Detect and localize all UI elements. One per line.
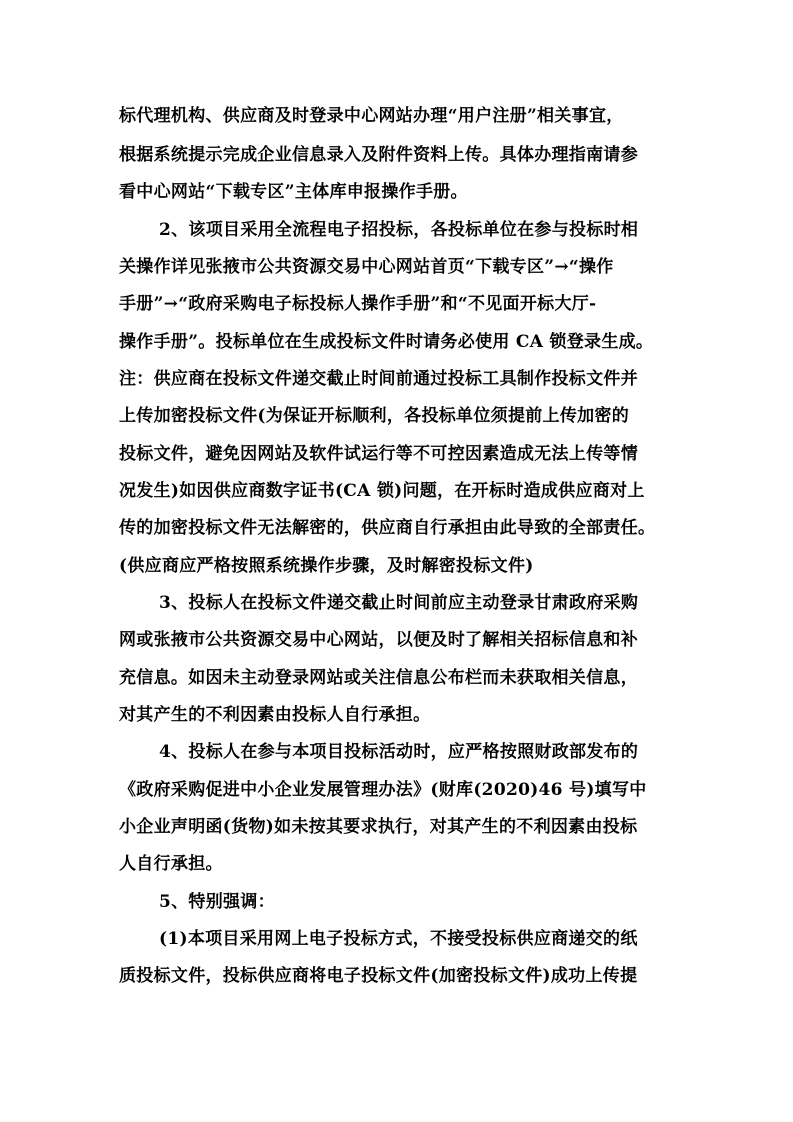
text-line-13: (供应商应严格按照系统操作步骤，及时解密投标文件) [119, 556, 534, 576]
text-line-23: (1)本项目采用网上电子投标方式，不接受投标供应商递交的纸 [159, 929, 638, 949]
text-line-15: 网或张掖市公共资源交易中心网站，以便及时了解相关招标信息和补 [119, 630, 638, 650]
text-line-9: 上传加密投标文件(为保证开标顺利，各投标单位须提前上传加密的 [119, 406, 630, 426]
text-line-21: 人自行承担。 [119, 854, 223, 874]
text-line-11: 况发生)如因供应商数字证书(CA 锁)问题，在开标时造成供应商对上 [119, 481, 645, 501]
text-line-4: 2、该项目采用全流程电子招投标，各投标单位在参与投标时相 [159, 220, 639, 240]
text-line-6: 手册”→“政府采购电子标投标人操作手册”和“不见面开标大厅- [119, 294, 597, 314]
text-line-18: 4、投标人在参与本项目投标活动时，应严格按照财政部发布的 [159, 742, 639, 762]
text-line-20: 小企业声明函(货物)如未按其要求执行，对其产生的不利因素由投标 [119, 817, 638, 837]
text-line-22: 5、特别强调： [159, 892, 275, 912]
text-line-3: 看中心网站“下载专区”主体库申报操作手册。 [119, 182, 468, 202]
text-line-17: 对其产生的不利因素由投标人自行承担。 [119, 705, 431, 725]
text-line-16: 充信息。如因未主动登录网站或关注信息公布栏而未获取相关信息， [119, 668, 638, 688]
text-line-14: 3、投标人在投标文件递交截止时间前应主动登录甘肃政府采购 [159, 593, 639, 613]
text-line-12: 传的加密投标文件无法解密的，供应商自行承担由此导致的全部责任。 [119, 518, 656, 538]
text-line-2: 根据系统提示完成企业信息录入及附件资料上传。具体办理指南请参 [119, 145, 638, 165]
text-line-8: 注：供应商在投标文件递交截止时间前通过投标工具制作投标文件并 [119, 369, 638, 389]
text-line-1: 标代理机构、供应商及时登录中心网站办理“用户注册”相关事宜， [119, 106, 624, 126]
text-line-19: 《政府采购促进中小企业发展管理办法》(财库(2020)46 号)填写中 [119, 780, 647, 800]
text-line-7: 操作手册”。投标单位在生成投标文件时请务必使用 CA 锁登录生成。 [119, 332, 654, 352]
text-line-10: 投标文件，避免因网站及软件试运行等不可控因素造成无法上传等情 [119, 444, 638, 464]
text-line-24: 质投标文件，投标供应商将电子投标文件(加密投标文件)成功上传提 [119, 966, 638, 986]
text-line-5: 关操作详见张掖市公共资源交易中心网站首页“下载专区”→“操作 [119, 257, 614, 277]
